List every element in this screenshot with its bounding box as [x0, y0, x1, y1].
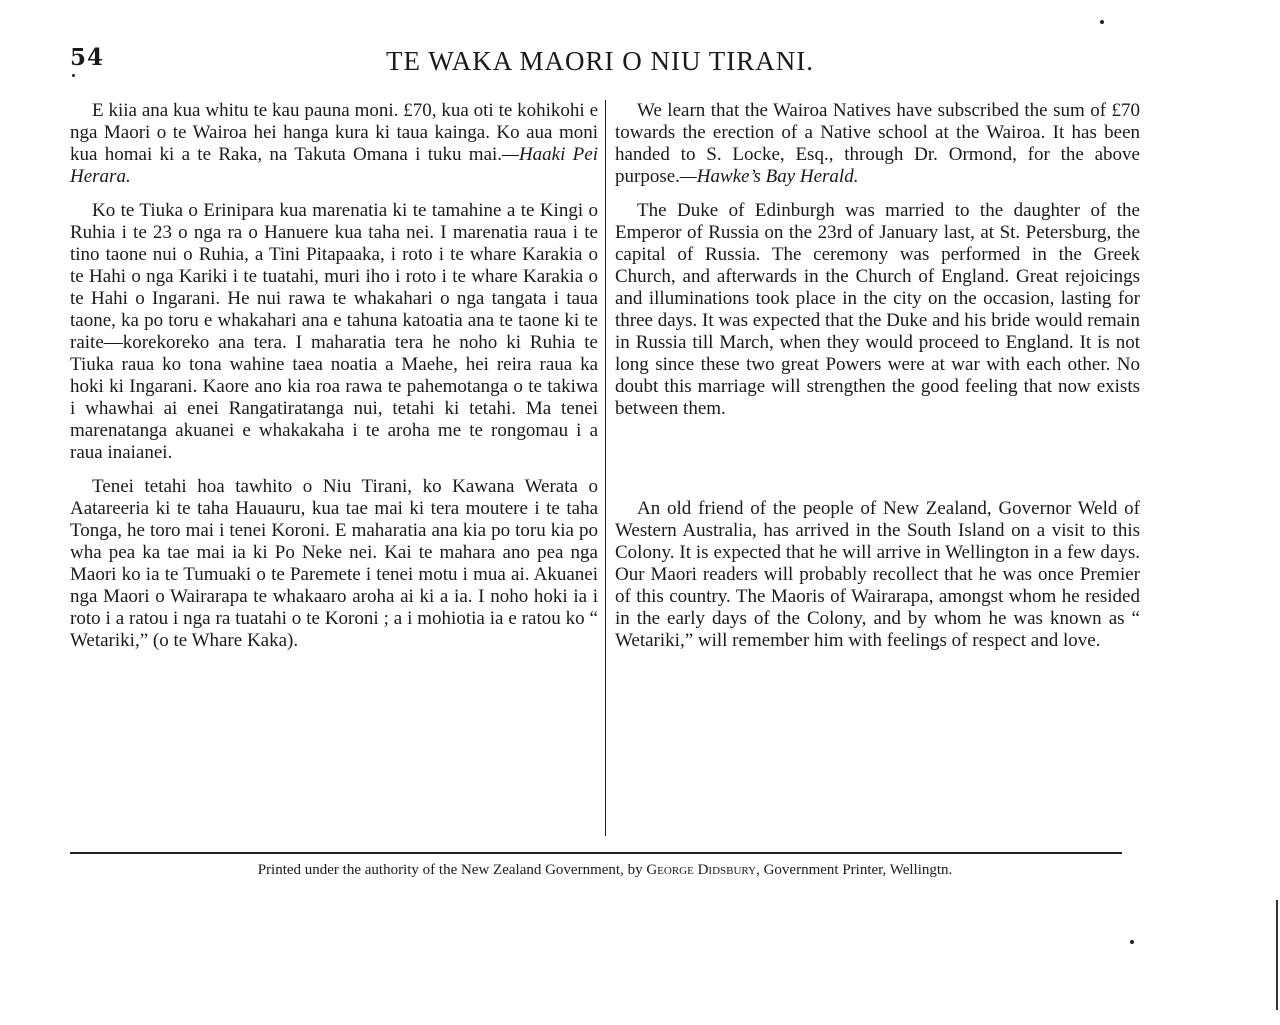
- imprint-suffix: , Government Printer, Wellingtn.: [756, 862, 953, 878]
- ink-speck: [1130, 940, 1134, 944]
- maori-paragraph-school-source: —Haaki Pei Herara.: [70, 144, 598, 187]
- footer-rule: [70, 852, 1122, 854]
- ink-speck: [1100, 20, 1104, 24]
- printer-imprint: [0, 862, 1210, 879]
- maori-paragraph-school: [70, 100, 598, 188]
- page-title: TE WAKA MAORI O NIU TIRANI.: [386, 46, 814, 76]
- maori-paragraph-school-text: E kiia ana kua whitu te kau pauna moni. £70, kua oti te kohikohi e nga Maori o te Wairoa hei hanga kura ki taua kainga. Ko aua moni kua homai ki a te Raka, na Takuta Omana i tuku mai.: [70, 100, 598, 165]
- maori-paragraph-governor: Tenei tetahi hoa tawhito o Niu Tirani, ko Kawana Werata o Aatareeria ki te taha Hauauru, kua tae mai ki tera moutere i te taha Tonga, he toro mai i tenei Koroni. E maharatia ana kia po toru kia po wha pea ka tae mai ia ki Po Neke nei. Kai te mahara ano pea nga Maori ko ia te Tumuaki o te Paremete i tenei motu i mua ai. Akuanei nga Maori o Wairarapa te whakaaro aroha ai ki a ia. I noho hoki ia i roto i a ratou i nga ra tuatahi o te Koroni ; a i mohiotia ia e ratou ko “ Wetariki,” (o te Whare Kaka).: [70, 476, 598, 651]
- scan-edge-mark: [1276, 900, 1278, 1010]
- english-paragraph-governor: An old friend of the people of New Zealand, Governor Weld of Western Australia, has arrived in the South Island on a visit to this Colony. It is expected that he will arrive in Wellington in a few days. Our Maori readers will probably recollect that he was once Premier of this country. The Maoris of Wairarapa, amongst whom he resided in the early days of the Colony, and by whom he was known as “ Wetariki,” will remember him with feelings of respect and love.: [615, 498, 1140, 651]
- english-paragraph-duke: The Duke of Edinburgh was married to the daughter of the Emperor of Russia on the 23rd of January last, at St. Petersburg, the capital of Russia. The ceremony was performed in the Greek Church, and afterwards in the Church of England. Great rejoicings and illuminations took place in the city on the occasion, lasting for three days. It was expected that the Duke and his bride would remain in Russia till March, when they would proceed to England. It is not long since these two great Powers were at war with each other. No doubt this marriage will strengthen the good feeling that now exists between them.: [615, 200, 1140, 419]
- english-paragraph-school-source: —Hawke’s Bay Herald.: [679, 166, 859, 187]
- right-column: [615, 100, 1140, 664]
- column-divider: [605, 100, 606, 836]
- imprint-prefix: Printed under the authority of the New Zealand Government, by: [257, 862, 647, 878]
- ink-speck: [72, 74, 75, 77]
- page-number: 54: [70, 44, 105, 71]
- english-paragraph-school: [615, 100, 1140, 188]
- left-column: [70, 100, 598, 664]
- english-paragraph-school-text: We learn that the Wairoa Natives have subscribed the sum of £70 towards the erection of a Native school at the Wairoa. It has been handed to S. Locke, Esq., through Dr. Ormond, for the above purpose.: [615, 100, 1140, 187]
- imprint-printer: George Didsbury: [646, 862, 757, 878]
- maori-paragraph-duke: Ko te Tiuka o Erinipara kua marenatia ki te tamahine a te Kingi o Ruhia i te 23 o nga ra o Hanuere kua taha nei. I marenatia raua i te tino taone nui o Ruhia, a Tini Pitapaaka, i roto i te whare Karakia o te Hahi o nga Kariki i te tuatahi, muri iho i roto i te whare Karakia o te Hahi o Ingarani. He nui rawa te whakahari o nga tangata i taua taone, ka po toru e whakahari ana e tahuna katoatia ana te taone ki te raite—korekoreko ana tera. I maharatia tera he noho ki Ruhia te Tiuka raua ko tona wahine taea noatia a Maehe, hei reira raua ka hoki ki Ingarani. Kaore ano kia roa rawa te pahemotanga o te takiwa i whawhai ai enei Rangatiratanga nui, tetahi ki tetahi. Ma tenei marenatanga akuanei e whakakaha i te aroha me te rongomau i a raua inaianei.: [70, 200, 598, 463]
